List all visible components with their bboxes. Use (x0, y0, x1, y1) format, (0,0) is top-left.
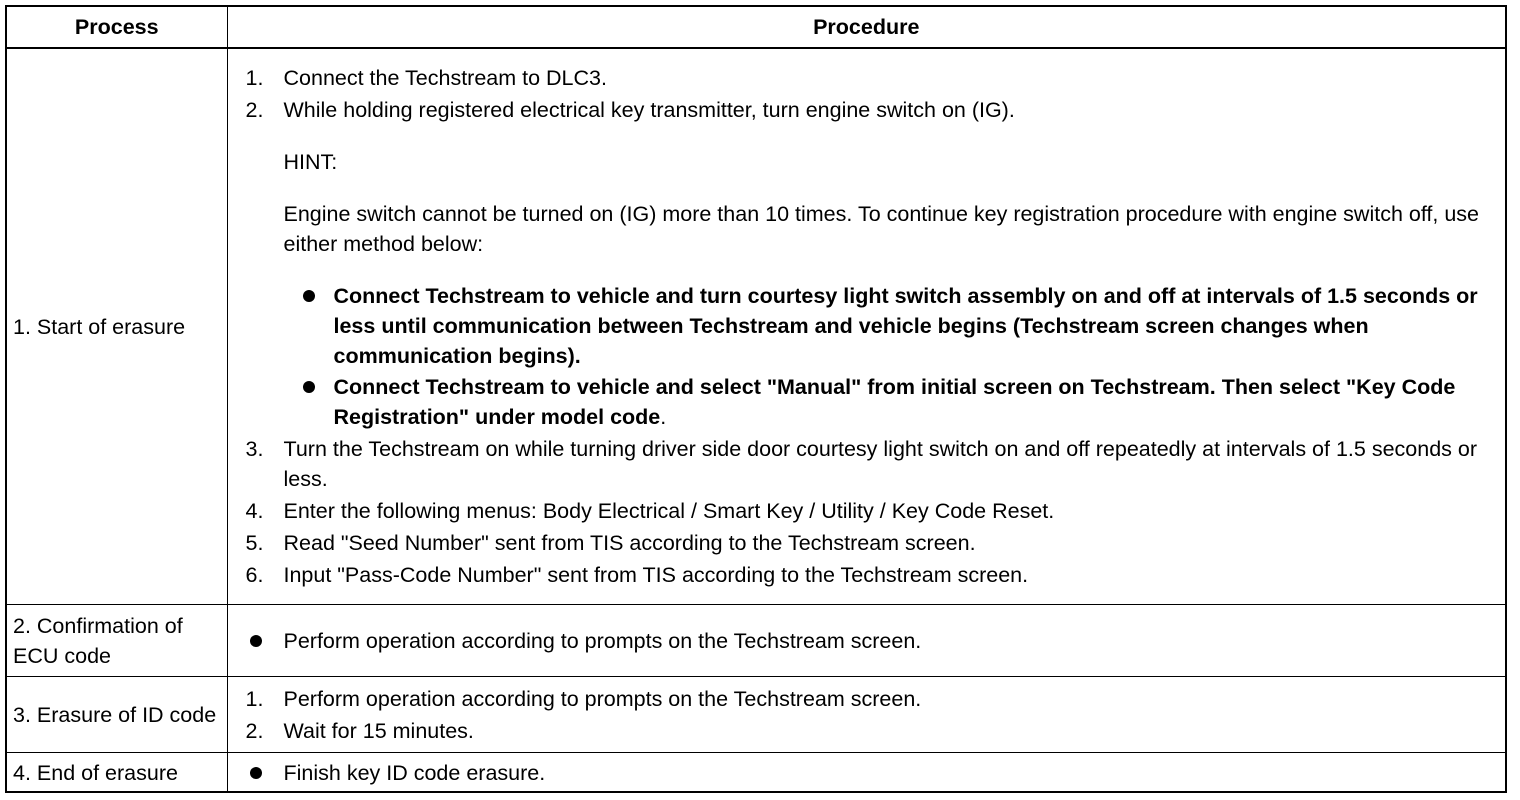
step-number: 1. (245, 66, 264, 90)
table-row (7, 677, 1505, 753)
header-procedure: Procedure (227, 7, 1505, 48)
procedure-table (7, 7, 1505, 793)
procedure-cell (227, 753, 1505, 794)
process-cell: 3. Erasure of ID code (7, 677, 227, 753)
step-number: 2. (245, 98, 264, 122)
bullet-text: Connect Techstream to vehicle and turn courtesy light switch assembly on and off at intervals of 1.5 seconds or less until communication between Techstream and vehicle begins (Techstream screen changes when communication begins). (333, 284, 1478, 368)
hint-bullet-item (284, 372, 1496, 432)
procedure-table-container (5, 5, 1507, 793)
step-text: Enter the following menus: Body Electrical / Smart Key / Utility / Key Code Reset. (283, 499, 1055, 523)
step-number: 4. (245, 499, 264, 523)
table-row (7, 605, 1505, 677)
step-text: Input "Pass-Code Number" sent from TIS according to the Techstream screen. (283, 563, 1029, 587)
step-number: 3. (245, 437, 264, 461)
hint-text: Engine switch cannot be turned on (IG) more than 10 times. To continue key registration procedure with engine switch off, use either method below: (283, 202, 1480, 256)
step-item (246, 528, 1496, 558)
process-cell: 2. Confirmation of ECU code (7, 605, 227, 677)
bullet-suffix: . (660, 405, 667, 429)
step-item (246, 496, 1496, 526)
bullet-item (246, 626, 1496, 656)
bullet-text: Connect Techstream to vehicle and select "Manual" from initial screen on Techstream. Then select "Key Code Registration" under model code (333, 375, 1456, 429)
bullet-item (246, 758, 1496, 788)
hint-label: HINT: (283, 150, 338, 174)
step-item (246, 716, 1496, 746)
procedure-cell (227, 48, 1505, 605)
step-item (246, 95, 1496, 125)
bullet-text: Perform operation according to prompts on the Techstream screen. (283, 628, 922, 653)
procedure-cell (227, 677, 1505, 753)
header-row (7, 7, 1505, 48)
step-text: While holding registered electrical key transmitter, turn engine switch on (IG). (283, 98, 1015, 122)
step-text: Perform operation according to prompts on the Techstream screen. (283, 686, 922, 711)
hint-bullet-list (246, 281, 1496, 432)
table-row (7, 48, 1505, 605)
bullet-icon (284, 281, 334, 371)
step-number: 1. (245, 686, 264, 711)
step-text: Wait for 15 minutes. (283, 718, 474, 743)
step-item (246, 560, 1496, 590)
step-item (246, 434, 1496, 494)
table-row (7, 753, 1505, 794)
procedure-cell (227, 605, 1505, 677)
bullet-icon (246, 758, 284, 788)
bullet-text: Finish key ID code erasure. (283, 761, 546, 785)
step-number: 5. (245, 531, 264, 555)
bullet-icon (284, 372, 334, 432)
step-text: Turn the Techstream on while turning driver side door courtesy light switch on and off repeatedly at intervals of 1.5 seconds or less. (283, 437, 1477, 491)
step-item (246, 63, 1496, 93)
process-cell: 1. Start of erasure (7, 48, 227, 605)
step-number: 2. (245, 718, 264, 743)
hint-bullet-item (284, 281, 1496, 371)
step-number: 6. (245, 563, 264, 587)
step-item (246, 684, 1496, 714)
bullet-icon (246, 626, 284, 656)
step-text: Connect the Techstream to DLC3. (283, 66, 607, 90)
step-text: Read "Seed Number" sent from TIS according to the Techstream screen. (283, 531, 976, 555)
header-process: Process (7, 7, 227, 48)
process-cell: 4. End of erasure (7, 753, 227, 794)
